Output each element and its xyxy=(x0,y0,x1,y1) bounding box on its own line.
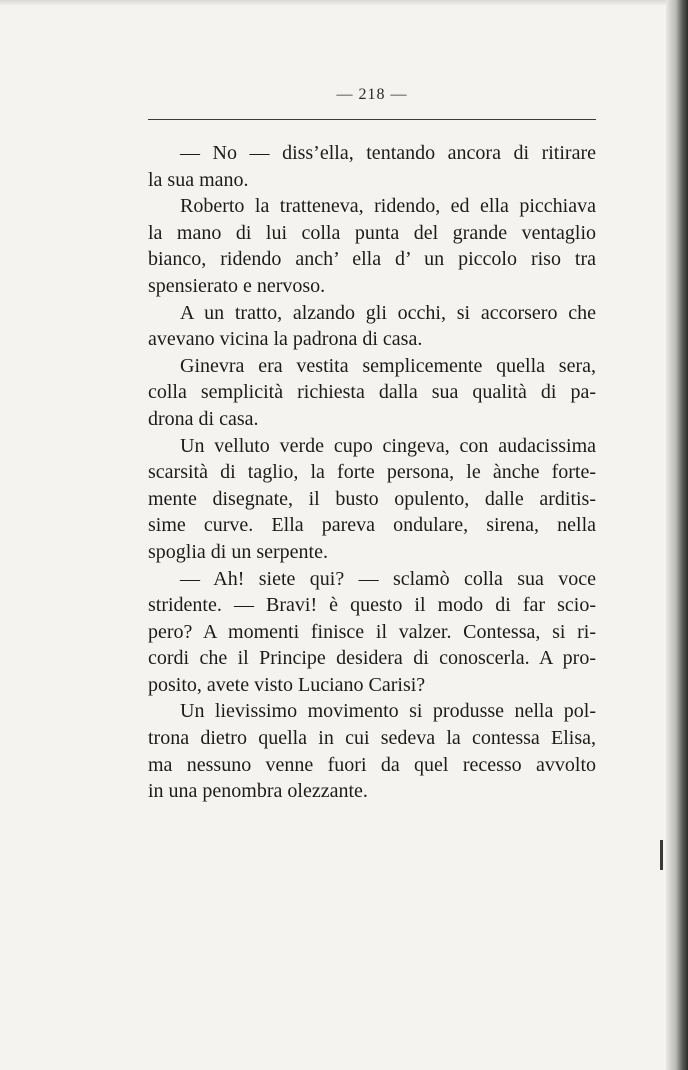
text-line: pero? A momenti finisce il valzer. Contessa, si ri- xyxy=(148,620,596,643)
text-line: scarsità di taglio, la forte persona, le ànche forte- xyxy=(148,461,596,484)
text-line: — Ah! siete qui? — sclamò colla sua voce xyxy=(180,567,596,590)
page-header xyxy=(148,86,596,104)
page-edge-shadow xyxy=(666,0,688,1070)
text-line: trona dietro quella in cui sedeva la contessa Elisa, xyxy=(148,727,596,750)
paragraph xyxy=(148,698,596,804)
body-text xyxy=(148,140,596,805)
text-line: Roberto la tratteneva, ridendo, ed ella picchiava xyxy=(180,195,596,218)
text-line: Un lievissimo movimento si produsse nella pol- xyxy=(180,700,596,723)
page-edge-top xyxy=(0,0,688,6)
text-line: — No — diss’ella, tentando ancora di ritirare xyxy=(180,142,596,164)
text-line: ma nessuno venne fuori da quel recesso avvolto xyxy=(148,753,596,776)
header-rule xyxy=(148,119,596,120)
text-line: spensierato e nervoso. xyxy=(148,274,326,297)
text-line: posito, avete visto Luciano Carisi? xyxy=(148,673,426,696)
text-line: in una penombra olezzante. xyxy=(148,780,368,803)
paragraph xyxy=(148,353,596,433)
page-number: — 218 — xyxy=(336,86,408,103)
text-line: cordi che il Principe desidera di conoscerla. A pro- xyxy=(148,647,596,670)
paragraph xyxy=(148,193,596,299)
text-line: sime curve. Ella pareva ondulare, sirena, nella xyxy=(148,514,596,537)
text-line: la sua mano. xyxy=(148,168,249,191)
paragraph xyxy=(148,433,596,566)
text-line: Ginevra era vestita semplicemente quella sera, xyxy=(180,354,596,377)
paragraph xyxy=(148,300,596,353)
text-line: colla semplicità richiesta dalla sua qualità di pa- xyxy=(148,381,596,404)
text-line: A un tratto, alzando gli occhi, si accorsero che xyxy=(180,301,596,324)
text-line: drona di casa. xyxy=(148,407,259,430)
paragraph xyxy=(148,566,596,699)
text-line: avevano vicina la padrona di casa. xyxy=(148,328,423,351)
text-line: bianco, ridendo anch’ ella d’ un piccolo riso tra xyxy=(148,248,596,271)
paragraph xyxy=(148,140,596,193)
text-line: stridente. — Bravi! è questo il modo di far scio- xyxy=(148,594,596,617)
text-line: spoglia di un serpente. xyxy=(148,540,328,563)
text-line: Un velluto verde cupo cingeva, con audacissima xyxy=(180,434,596,457)
text-line: la mano di lui colla punta del grande ventaglio xyxy=(148,221,596,244)
text-line: mente disegnate, il busto opulento, dalle arditis- xyxy=(148,487,596,510)
scan-mark xyxy=(660,840,663,870)
